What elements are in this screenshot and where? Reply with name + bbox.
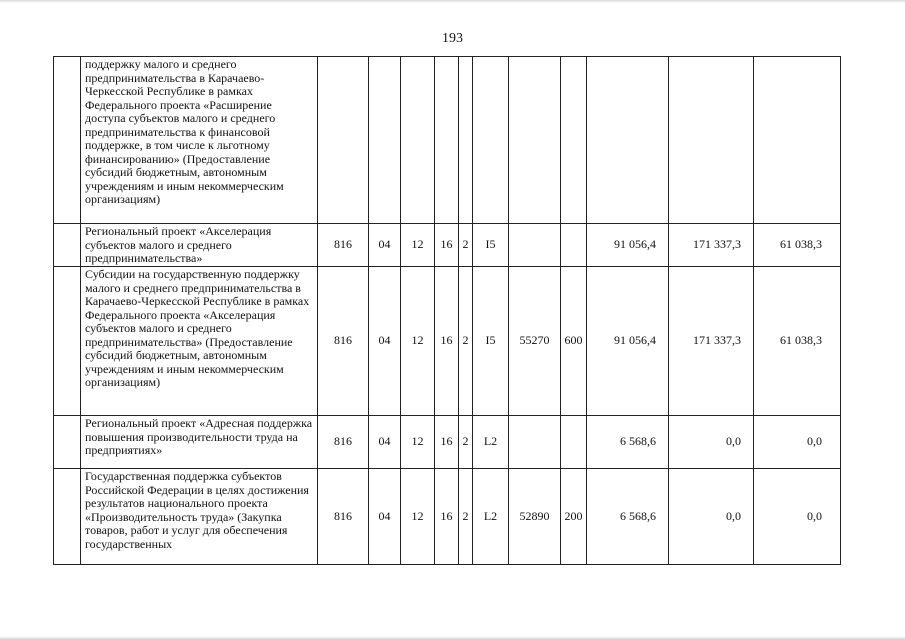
amount-3-cell: 0,0 xyxy=(754,416,841,469)
expense-type-cell: 600 xyxy=(561,267,587,416)
program-code-cell: 16 xyxy=(435,267,459,416)
table-row xyxy=(54,224,841,267)
expense-type-cell xyxy=(561,57,587,224)
description-cell: Субсидии на государственную поддержку малого и среднего предпринимательства в Карачаево-Черкесской Республике в рамках Федерального проекта «Акселерация субъектов малого и среднего предпринимательства» (Предоставление субсидий бюджетным, автономным учреждениям и иным некоммерческим организациям) xyxy=(81,267,318,416)
direction-code-cell xyxy=(509,416,561,469)
amount-1-cell xyxy=(587,57,669,224)
amount-3-cell: 61 038,3 xyxy=(754,224,841,267)
page-number: 193 xyxy=(442,31,463,46)
program-code-cell: 16 xyxy=(435,224,459,267)
amount-1-cell: 91 056,4 xyxy=(587,224,669,267)
amount-1-cell: 91 056,4 xyxy=(587,267,669,416)
table-row xyxy=(54,469,841,565)
direction-code-cell xyxy=(509,57,561,224)
scan-top-edge xyxy=(0,0,905,3)
project-code-cell: L2 xyxy=(473,469,509,565)
program-code-cell: 16 xyxy=(435,416,459,469)
amount-1-cell: 6 568,6 xyxy=(587,416,669,469)
direction-code-cell: 55270 xyxy=(509,267,561,416)
direction-code-cell xyxy=(509,224,561,267)
amount-2-cell xyxy=(669,57,754,224)
expense-type-cell xyxy=(561,416,587,469)
amount-1-cell: 6 568,6 xyxy=(587,469,669,565)
description-cell: поддержку малого и среднего предпринимательства в Карачаево-Черкесской Республике в рамках Федерального проекта «Расширение доступа субъектов малого и среднего предпринимательства к финансовой поддержке, в том числе к льготному финансированию» (Предоставление субсидий бюджетным, автономным учреждениям и иным некоммерческим организациям) xyxy=(81,57,318,224)
row-marker-cell xyxy=(54,469,81,565)
subprogram-code-cell: 2 xyxy=(459,224,473,267)
program-code-cell xyxy=(435,57,459,224)
subprogram-code-cell: 2 xyxy=(459,267,473,416)
ministry-code-cell: 816 xyxy=(318,267,369,416)
direction-code-cell: 52890 xyxy=(509,469,561,565)
amount-2-cell: 171 337,3 xyxy=(669,267,754,416)
table-row xyxy=(54,267,841,416)
subsection-code-cell: 12 xyxy=(401,224,435,267)
description-cell: Региональный проект «Акселерация субъектов малого и среднего предпринимательства» xyxy=(81,224,318,267)
amount-2-cell: 171 337,3 xyxy=(669,224,754,267)
expense-type-cell xyxy=(561,224,587,267)
section-code-cell: 04 xyxy=(369,416,401,469)
program-code-cell: 16 xyxy=(435,469,459,565)
ministry-code-cell: 816 xyxy=(318,224,369,267)
ministry-code-cell: 816 xyxy=(318,469,369,565)
project-code-cell: I5 xyxy=(473,224,509,267)
subsection-code-cell: 12 xyxy=(401,416,435,469)
project-code-cell: L2 xyxy=(473,416,509,469)
amount-3-cell: 61 038,3 xyxy=(754,267,841,416)
row-marker-cell xyxy=(54,416,81,469)
ministry-code-cell xyxy=(318,57,369,224)
project-code-cell xyxy=(473,57,509,224)
row-marker-cell xyxy=(54,57,81,224)
row-marker-cell xyxy=(54,267,81,416)
subprogram-code-cell: 2 xyxy=(459,416,473,469)
amount-2-cell: 0,0 xyxy=(669,416,754,469)
amount-3-cell: 0,0 xyxy=(754,469,841,565)
description-cell: Государственная поддержка субъектов Российской Федерации в целях достижения результатов национального проекта «Производительность труда» (Закупка товаров, работ и услуг для обеспечения государственных xyxy=(81,469,318,565)
table-row xyxy=(54,416,841,469)
section-code-cell: 04 xyxy=(369,224,401,267)
budget-table xyxy=(53,56,841,565)
project-code-cell: I5 xyxy=(473,267,509,416)
expense-type-cell: 200 xyxy=(561,469,587,565)
row-marker-cell xyxy=(54,224,81,267)
description-cell: Региональный проект «Адресная поддержка повышения производительности труда на предприятиях» xyxy=(81,416,318,469)
table-row xyxy=(54,57,841,224)
subsection-code-cell: 12 xyxy=(401,469,435,565)
section-code-cell: 04 xyxy=(369,267,401,416)
section-code-cell xyxy=(369,57,401,224)
subsection-code-cell: 12 xyxy=(401,267,435,416)
amount-2-cell: 0,0 xyxy=(669,469,754,565)
subprogram-code-cell: 2 xyxy=(459,469,473,565)
ministry-code-cell: 816 xyxy=(318,416,369,469)
subsection-code-cell xyxy=(401,57,435,224)
section-code-cell: 04 xyxy=(369,469,401,565)
subprogram-code-cell xyxy=(459,57,473,224)
amount-3-cell xyxy=(754,57,841,224)
